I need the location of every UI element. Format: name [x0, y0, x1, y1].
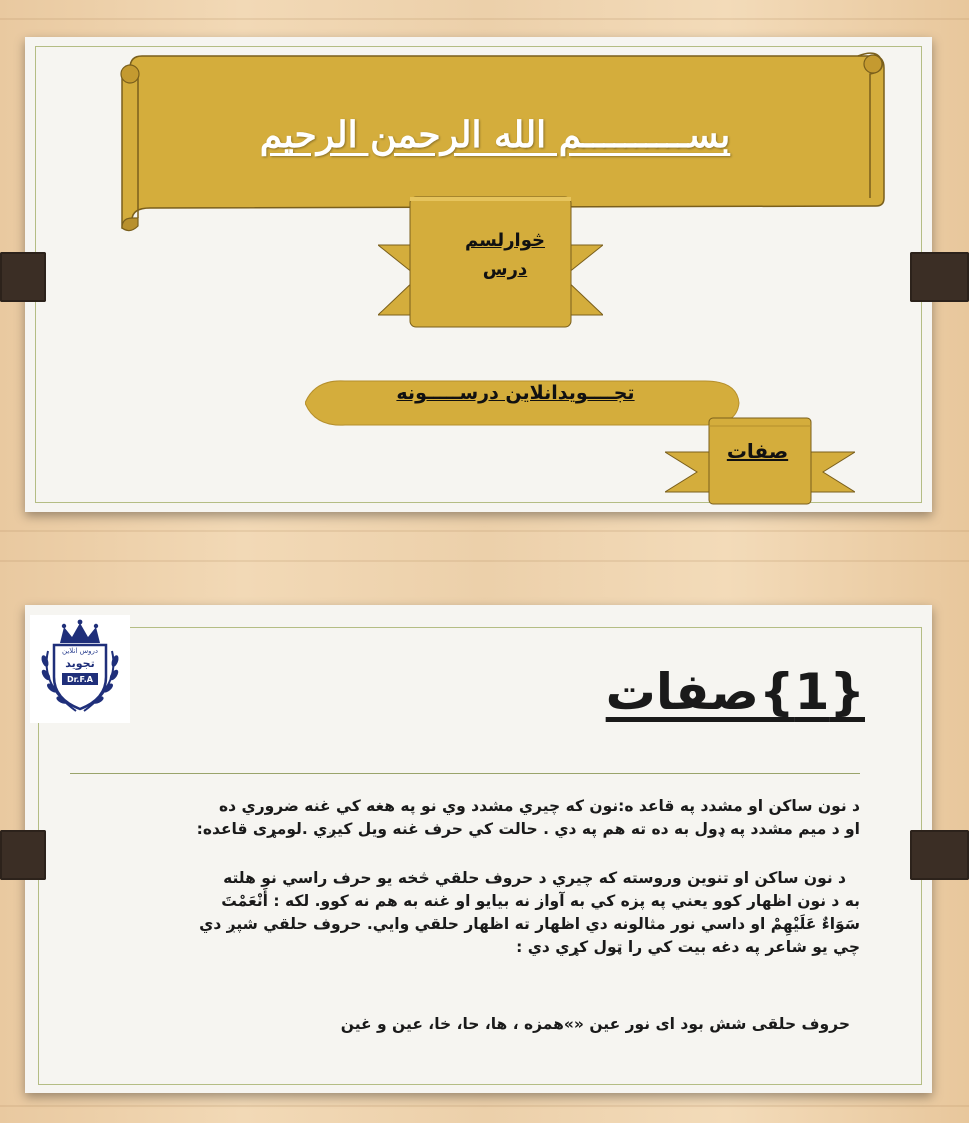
- paragraph-1: [85, 795, 860, 841]
- wood-grain: [0, 560, 969, 562]
- binder-clip: [910, 830, 969, 880]
- course-title: تجــــويدانلاين درســـــونه: [396, 382, 635, 404]
- paragraph-line: د نون ساكن او مشدد په قاعد ه:نون كه چيري مشدد وي نو په هغه كي غنه ضروري ده: [219, 797, 860, 815]
- logo-text-author: Dr.F.A: [66, 675, 93, 684]
- binder-clip: [0, 830, 46, 880]
- slide-title: {1}صفات: [605, 663, 865, 721]
- paragraph-line: به د نون اظهار كوو يعني په پزه كي به آواز نه بيايو او غنه به هم نه كوو. لكه : أَنْعَمْتَ: [221, 892, 860, 910]
- lesson-number-label: څوارلسم: [465, 230, 545, 251]
- paragraph-line: او د ميم مشدد په ډول به ده ته هم په دي . حالت كي حرف غنه ويل كيږي .لومړى قاعده:: [196, 820, 860, 838]
- paragraph-line: چي يو شاعر په دغه بيت كي را ټول كړي دي :: [516, 938, 860, 956]
- logo-text-main: تجوید: [65, 657, 95, 670]
- paragraph-2: [85, 867, 860, 959]
- topic-label: صفات: [726, 439, 789, 463]
- binder-clip: [910, 252, 969, 302]
- wood-grain: [0, 18, 969, 20]
- logo-text-top: دروس انلاین: [62, 647, 98, 655]
- binder-clip: [0, 252, 46, 302]
- wood-grain: [0, 1105, 969, 1107]
- title-divider: [70, 773, 860, 774]
- paragraph-line: د نون ساكن او تنوين وروسته كه چيري د حروف حلقي څخه يو حرف راسي نو هلته: [223, 869, 846, 887]
- bismillah-heading: بســــــــــم الله الرحمن الرحيم: [259, 114, 731, 156]
- wood-grain: [0, 530, 969, 532]
- slide-1[interactable]: [25, 37, 932, 512]
- lesson-label: درس: [482, 259, 528, 280]
- paragraph-line: سَوَاءٌ عَلَيْهِمْ او داسي نور مثالونه دي اظهار ته اظهار حلقي وايي. حروف حلقي شپږ دي: [199, 915, 860, 933]
- slide-2[interactable]: [25, 605, 932, 1093]
- tajweed-logo: [30, 615, 130, 723]
- paragraph-3: حروف حلقی شش بود ای نور عین «»همزه ، ها، حا، خا، عین و غین: [340, 1015, 850, 1033]
